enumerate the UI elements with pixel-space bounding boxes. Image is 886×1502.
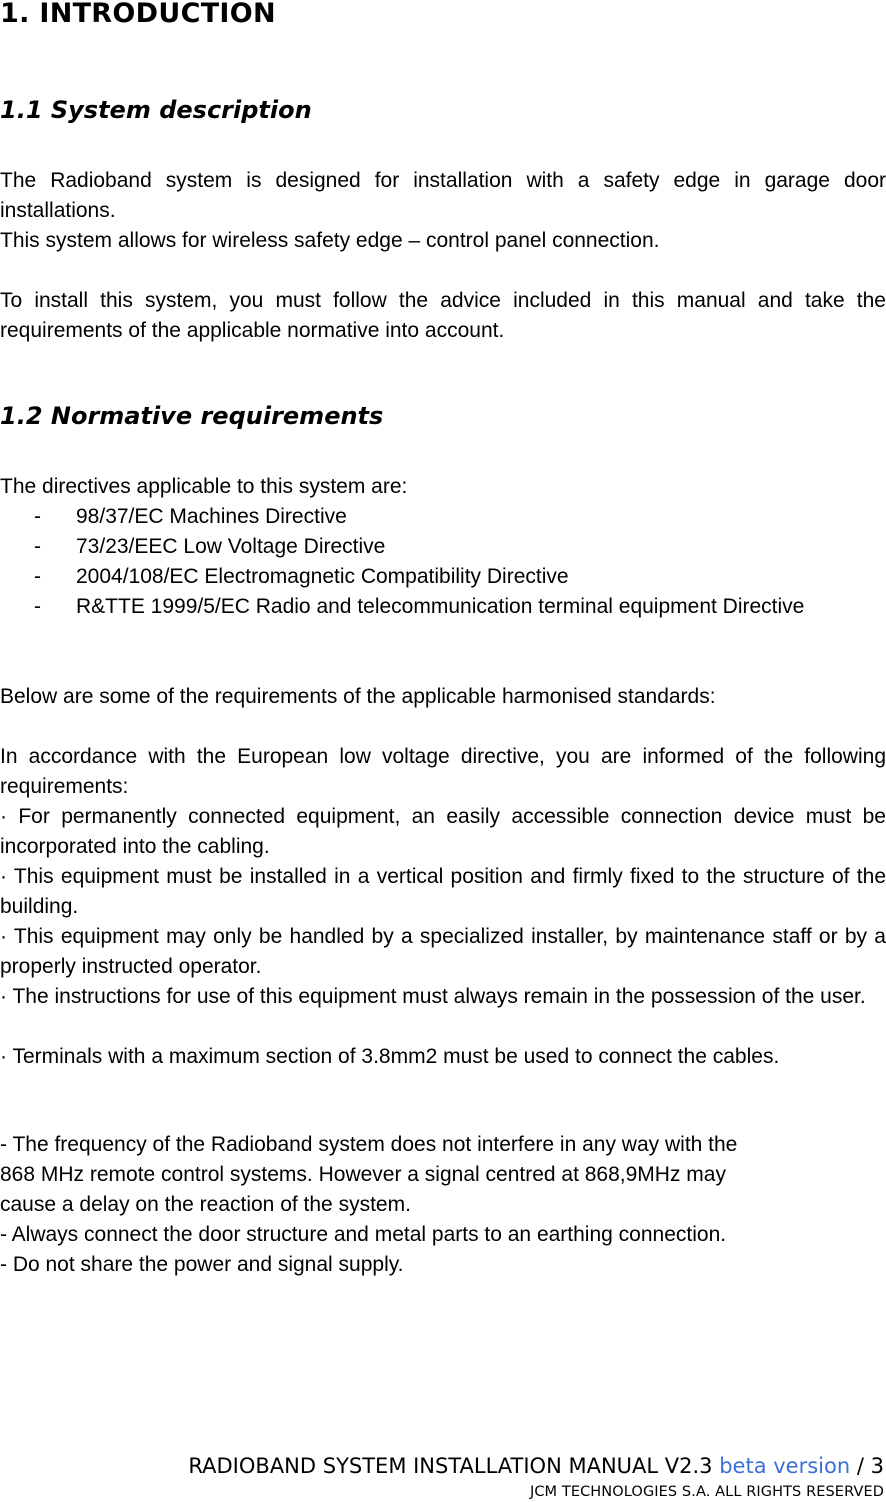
note-line: - Always connect the door structure and metal parts to an earthing connection. xyxy=(0,1223,727,1246)
page-separator: / xyxy=(856,1454,864,1478)
requirement-item: · The instructions for use of this equipment must always remain in the possession of the user. xyxy=(0,985,866,1008)
list-dash: - xyxy=(34,535,41,558)
requirement-item: · This equipment must be installed in a vertical position and firmly fixed to the structure of the building. xyxy=(0,865,886,918)
install-advice-paragraph: To install this system, you must follow the advice included in this manual and take the requirements of the applicable normative into account. xyxy=(0,289,886,342)
note-line: 868 MHz remote control systems. However a signal centred at 868,9MHz may xyxy=(0,1163,726,1186)
manual-title: RADIOBAND SYSTEM INSTALLATION MANUAL V2.3 xyxy=(188,1454,713,1478)
requirement-item: · This equipment may only be handled by a specialized installer, by maintenance staff or by a properly instructed operator. xyxy=(0,925,886,978)
section-title-system-description: 1.1 System description xyxy=(0,96,312,124)
wireless-connection-paragraph: This system allows for wireless safety edge – control panel connection. xyxy=(0,229,660,252)
requirement-item: · For permanently connected equipment, an easily accessible connection device must be incorporated into the cabling. xyxy=(0,805,886,858)
requirement-item: · Terminals with a maximum section of 3.8mm2 must be used to connect the cables. xyxy=(0,1045,780,1068)
directive-text: 73/23/EEC Low Voltage Directive xyxy=(76,535,386,558)
footer-title-line xyxy=(188,1454,884,1478)
page-number: 3 xyxy=(870,1454,884,1478)
system-description-paragraph: The Radioband system is designed for installation with a safety edge in garage door installations. xyxy=(0,169,886,222)
directive-text: 2004/108/EC Electromagnetic Compatibility Directive xyxy=(76,565,569,588)
note-line: cause a delay on the reaction of the system. xyxy=(0,1193,411,1216)
list-dash: - xyxy=(34,595,41,618)
beta-version-label: beta version xyxy=(719,1454,851,1478)
note-line: - Do not share the power and signal supply. xyxy=(0,1253,404,1276)
list-dash: - xyxy=(34,505,41,528)
list-dash: - xyxy=(34,565,41,588)
copyright-line: JCM TECHNOLOGIES S.A. ALL RIGHTS RESERVED xyxy=(529,1484,884,1500)
chapter-heading: 1. INTRODUCTION xyxy=(0,0,276,29)
low-voltage-intro: In accordance with the European low voltage directive, you are informed of the following requirements: xyxy=(0,745,886,798)
note-line: - The frequency of the Radioband system does not interfere in any way with the xyxy=(0,1133,738,1156)
directives-intro: The directives applicable to this system are: xyxy=(0,475,408,498)
section-title-normative-requirements: 1.2 Normative requirements xyxy=(0,402,384,430)
harmonised-standards-intro: Below are some of the requirements of the applicable harmonised standards: xyxy=(0,685,716,708)
directive-text: R&TTE 1999/5/EC Radio and telecommunication terminal equipment Directive xyxy=(76,595,805,618)
directive-text: 98/37/EC Machines Directive xyxy=(76,505,347,528)
